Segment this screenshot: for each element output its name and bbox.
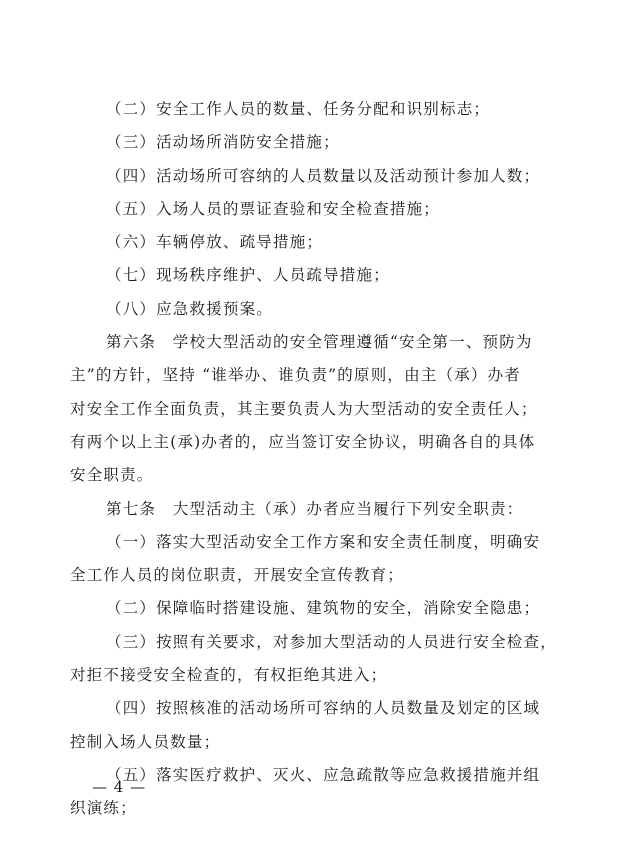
list-item-6: （六）车辆停放、疏导措施； <box>106 233 324 252</box>
article-6-line-4: 有两个以上主(承)办者的，应当签订安全协议，明确各自的具体 <box>70 432 536 451</box>
article-6-line-5: 安全职责。 <box>70 466 154 485</box>
article-7-item-3-line-1: （三）按照有关要求，对参加大型活动的人员进行安全检查， <box>106 632 557 651</box>
article-6-line-2: 主”的方针，坚持 “谁举办、谁负责”的原则，由主（承）办者 <box>70 366 522 385</box>
article-6-line-3: 对安全工作全面负责，其主要负责人为大型活动的安全责任人； <box>70 399 538 418</box>
article-7-item-1-line-1: （一）落实大型活动安全工作方案和安全责任制度，明确安 <box>106 532 541 551</box>
document-body <box>70 93 560 826</box>
article-7-item-4-line-1: （四）按照核准的活动场所可容纳的人员数量及划定的区域 <box>106 699 541 718</box>
article-7-heading: 第七条 大型活动主（承）办者应当履行下列安全职责： <box>106 499 524 518</box>
list-item-7: （七）现场秩序维护、人员疏导措施； <box>106 266 390 285</box>
article-7-item-5-line-2: 织演练； <box>70 799 137 818</box>
article-7-item-3-line-2: 对拒不接受安全检查的，有权拒绝其进入； <box>70 666 388 685</box>
list-item-2: （二）安全工作人员的数量、任务分配和识别标志； <box>106 100 491 118</box>
page-number: — 4 — <box>92 778 147 796</box>
article-7-item-5-line-1: （五）落实医疗救护、灭火、应急疏散等应急救援措施并组 <box>106 765 541 784</box>
article-7-item-1-line-2: 全工作人员的岗位职责，开展安全宣传教育； <box>70 566 405 585</box>
list-item-4: （四）活动场所可容纳的人员数量以及活动预计参加人数； <box>106 166 541 185</box>
article-7-item-2: （二）保障临时搭建设施、建筑物的安全，消除安全隐患； <box>106 599 541 618</box>
list-item-3: （三）活动场所消防安全措施； <box>106 133 340 152</box>
list-item-5: （五）入场人员的票证查验和安全检查措施； <box>106 199 441 218</box>
list-item-8: （八）应急救援预案。 <box>106 299 274 318</box>
article-7-item-4-line-2: 控制入场人员数量； <box>70 732 221 751</box>
article-6-line-1: 第六条 学校大型活动的安全管理遵循“安全第一、预防为 <box>106 333 533 352</box>
